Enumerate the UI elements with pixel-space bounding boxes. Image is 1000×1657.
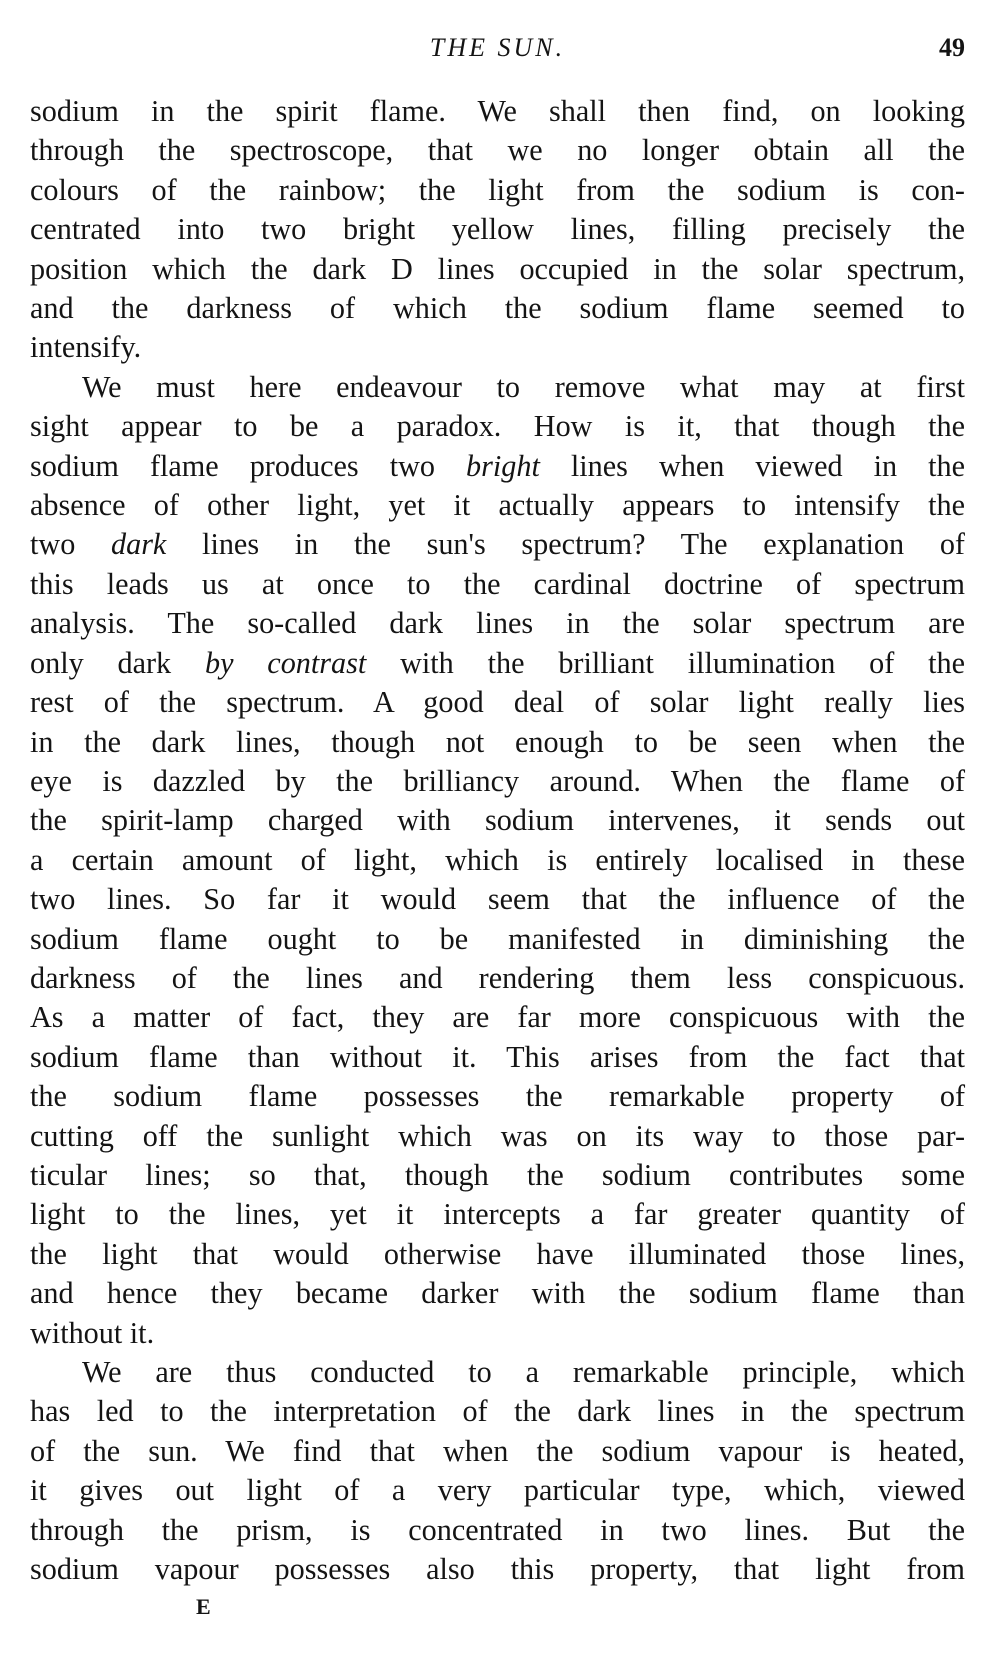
text-line: cutting off the sunlight which was on its way to those par-: [30, 1118, 965, 1153]
text-line: it gives out light of a very particular type, which, viewed: [30, 1473, 965, 1508]
body-text: [30, 92, 965, 1589]
text-line: darkness of the lines and rendering them less conspicuous.: [30, 960, 965, 995]
italic-word: dark: [111, 527, 167, 562]
text-line: the light that would otherwise have illuminated those lines,: [30, 1236, 965, 1271]
text-line: rest of the spectrum. A good deal of solar light really lies: [30, 685, 965, 720]
text-line: in the dark lines, though not enough to be seen when the: [30, 724, 965, 759]
text-line: sodium flame produces two bright lines when viewed in the: [30, 448, 966, 483]
text-line: and the darkness of which the sodium flame seemed to: [30, 291, 965, 326]
text-line: colours of the rainbow; the light from the sodium is con-: [30, 172, 965, 207]
text-line: without it.: [30, 1315, 155, 1350]
text-line: centrated into two bright yellow lines, filling precisely the: [30, 212, 965, 247]
text-line: We must here endeavour to remove what may at first: [82, 369, 965, 404]
text-line: this leads us at once to the cardinal doctrine of spectrum: [30, 566, 965, 601]
paragraph-1: [30, 92, 965, 368]
text-line: sodium flame ought to be manifested in diminishing the: [30, 921, 965, 956]
text-line: a certain amount of light, which is entirely localised in these: [30, 842, 965, 877]
text-line: sodium flame than without it. This arises from the fact that: [30, 1039, 965, 1074]
text-line: analysis. The so-called dark lines in the solar spectrum are: [30, 606, 965, 641]
italic-phrase: by contrast: [204, 645, 367, 680]
running-head: [30, 26, 965, 70]
text-line: absence of other light, yet it actually appears to intensify the: [30, 488, 965, 523]
smallcap-letter: D: [390, 251, 413, 286]
text-line: light to the lines, yet it intercepts a far greater quantity of: [30, 1197, 965, 1232]
text-line: sodium vapour possesses also this property, that light from: [30, 1552, 965, 1587]
text-line: through the spectroscope, that we no longer obtain all the: [30, 133, 965, 168]
text-line: has led to the interpretation of the dark lines in the spectrum: [30, 1394, 965, 1429]
paragraph-2: [30, 368, 965, 1353]
text-line: two lines. So far it would seem that the influence of the: [30, 882, 965, 917]
text-line: intensify.: [30, 330, 142, 365]
paragraph-3: [30, 1353, 965, 1589]
text-line: only dark by contrast with the brilliant illumination of the: [30, 645, 965, 680]
text-line: sight appear to be a paradox. How is it, that though the: [30, 409, 965, 444]
text-line: and hence they became darker with the sodium flame than: [30, 1276, 965, 1311]
text-line: two dark lines in the sun's spectrum? The explanation of: [30, 527, 965, 562]
text-line: ticular lines; so that, though the sodium contributes some: [30, 1157, 965, 1192]
text-line: position which the dark D lines occupied in the solar spectrum,: [30, 251, 965, 286]
text-line: As a matter of fact, they are far more conspicuous with the: [30, 1000, 965, 1035]
page-number: 49: [939, 33, 965, 62]
running-title: THE SUN.: [429, 33, 566, 62]
text-line: the sodium flame possesses the remarkable property of: [30, 1079, 965, 1114]
signature-mark: E: [196, 1594, 211, 1619]
italic-word: bright: [466, 448, 540, 483]
text-line: the spirit-lamp charged with sodium intervenes, it sends out: [30, 803, 965, 838]
text-line: eye is dazzled by the brilliancy around. When the flame of: [30, 763, 965, 798]
text-line: through the prism, is concentrated in two lines. But the: [30, 1512, 965, 1547]
text-line: of the sun. We find that when the sodium vapour is heated,: [30, 1433, 965, 1468]
text-line: We are thus conducted to a remarkable principle, which: [82, 1355, 965, 1389]
text-line: sodium in the spirit flame. We shall then find, on looking: [30, 94, 965, 128]
